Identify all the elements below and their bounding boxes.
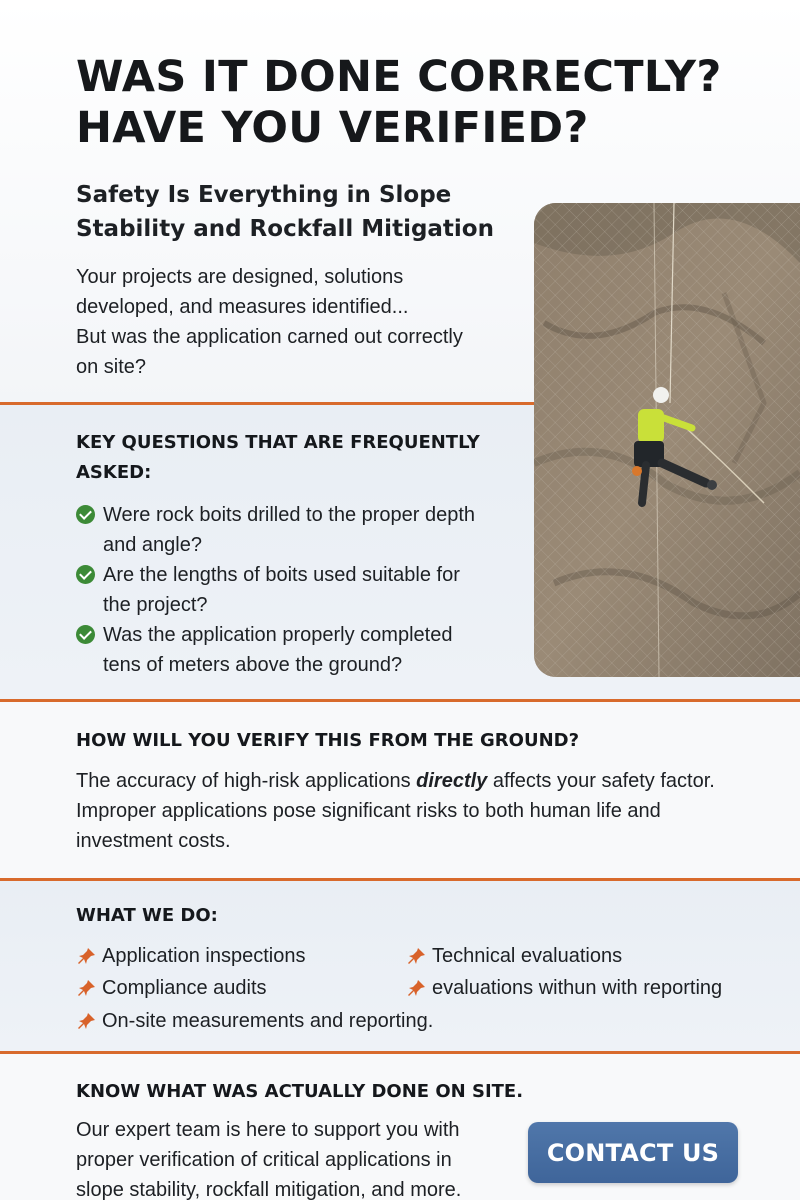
list-item xyxy=(406,941,622,971)
pushpin-icon xyxy=(408,979,426,997)
subheadline: Safety Is Everything in Slope Stability and Rockfall Mitigation xyxy=(76,182,494,242)
service-label: Application inspections xyxy=(102,945,306,967)
question-text: Was the application properly completed xyxy=(103,624,453,646)
service-label: Compliance audits xyxy=(102,977,267,999)
closing-heading: KNOW WHAT WAS ACTUALLY DONE ON SITE. xyxy=(76,1081,524,1102)
page-headline xyxy=(76,52,766,154)
check-circle-icon xyxy=(76,625,95,644)
verify-text: affects your safety factor. xyxy=(487,770,715,792)
question-text: Are the lengths of boits used suitable for xyxy=(103,564,460,586)
verify-paragraph xyxy=(76,766,766,856)
question-text: tens of meters above the ground? xyxy=(103,654,403,676)
list-item xyxy=(76,500,506,560)
service-label: evaluations withun with reporting xyxy=(432,977,723,999)
pushpin-icon xyxy=(78,947,96,965)
verify-line xyxy=(76,766,766,796)
questions-list xyxy=(76,500,506,680)
verify-line: Improper applications pose significant risks to both human life and xyxy=(76,800,661,822)
check-circle-icon xyxy=(76,505,95,524)
closing-line: proper verification of critical applications in xyxy=(76,1149,452,1171)
question-text: the project? xyxy=(103,594,208,616)
question-text: Were rock boits drilled to the proper depth xyxy=(103,504,476,526)
service-label: On-site measurements and reporting. xyxy=(102,1010,434,1032)
closing-paragraph xyxy=(76,1115,496,1200)
verify-text: The accuracy of high-risk applications xyxy=(76,770,417,792)
closing-line: Our expert team is here to support you with xyxy=(76,1119,460,1141)
section-divider xyxy=(0,402,536,405)
intro-paragraph xyxy=(76,262,516,382)
list-item xyxy=(76,560,506,620)
intro-line: developed, and measures identified... xyxy=(76,296,409,318)
pushpin-icon xyxy=(408,947,426,965)
question-text: and angle? xyxy=(103,534,202,556)
questions-heading-line: ASKED: xyxy=(76,462,152,483)
rock-slope-illustration xyxy=(534,203,800,677)
services-heading: WHAT WE DO: xyxy=(76,905,218,926)
verify-emphasis: directly xyxy=(416,770,488,792)
contact-us-button[interactable]: CONTACT US xyxy=(528,1122,738,1183)
headline-line-1: WAS IT DONE CORRECTLY? xyxy=(76,52,722,102)
intro-line: Your projects are designed, solutions xyxy=(76,266,404,288)
questions-heading xyxy=(76,428,480,488)
intro-line: But was the application carned out correctly xyxy=(76,326,463,348)
verify-line: investment costs. xyxy=(76,830,231,852)
list-item xyxy=(76,620,506,680)
list-item xyxy=(76,973,267,1003)
headline-line-2: HAVE YOU VERIFIED? xyxy=(76,103,589,153)
pushpin-icon xyxy=(78,1012,96,1030)
verify-heading: HOW WILL YOU VERIFY THIS FROM THE GROUND? xyxy=(76,730,580,751)
rope-access-worker-photo xyxy=(534,203,800,677)
list-item xyxy=(76,941,305,971)
list-item xyxy=(406,973,722,1003)
questions-heading-line: KEY QUESTIONS THAT ARE FREQUENTLY xyxy=(76,432,480,453)
pushpin-icon xyxy=(78,979,96,997)
service-label: Technical evaluations xyxy=(432,945,623,967)
check-circle-icon xyxy=(76,565,95,584)
closing-line: slope stability, rockfall mitigation, and more. xyxy=(76,1179,462,1200)
list-item xyxy=(76,1006,433,1036)
intro-line: on site? xyxy=(76,356,147,378)
